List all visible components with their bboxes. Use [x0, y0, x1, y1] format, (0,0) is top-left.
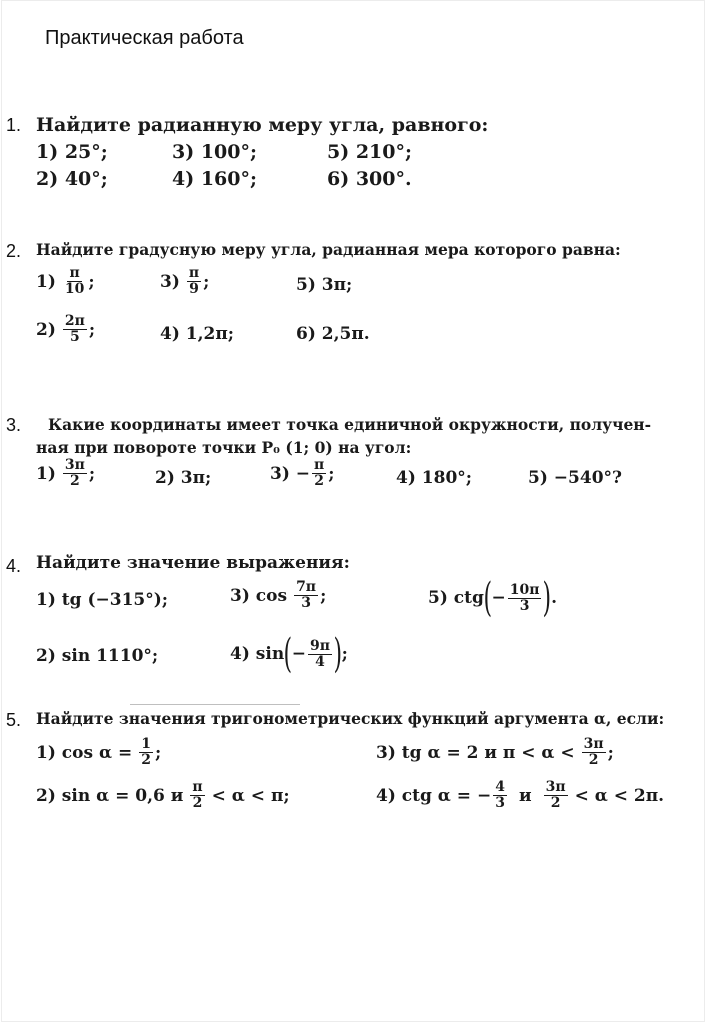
q5-item-4-suffix: < α < 2π.: [574, 785, 665, 806]
fraction-numerator: 3π: [64, 457, 85, 473]
q4-item-4-suffix: ;: [341, 644, 348, 664]
q2-item-1-prefix: 1): [36, 271, 56, 292]
q5-item-4-fraction-1: [493, 780, 507, 811]
fraction-numerator: π: [69, 265, 80, 281]
q5-item-4-prefix: 4) ctg α = −: [376, 785, 492, 806]
q4-item-4-sign: −: [291, 644, 307, 664]
q4-item-3: [230, 580, 326, 611]
fraction-numerator: 2π: [64, 313, 85, 329]
fraction-denominator: 9: [189, 281, 199, 297]
fraction-denominator: 10: [64, 281, 85, 297]
q4-item-4-fraction: [308, 639, 332, 670]
q3-line-2: ная при повороте точки P₀ (1; 0) на угол:: [36, 438, 412, 457]
q4-item-5-fraction: [508, 583, 542, 614]
fraction-numerator: 3π: [583, 736, 604, 752]
q3-item-2: 2) 3π;: [155, 468, 212, 488]
q3-item-4: 4) 180°;: [396, 468, 473, 488]
q2-item-3-fraction: [187, 266, 201, 297]
q5-text: Найдите значения тригонометрических функций аргумента α, если:: [36, 709, 665, 728]
q4-item-3-prefix: 3) cos: [230, 585, 288, 606]
q2-item-3: [160, 266, 209, 297]
fraction-denominator: 3: [495, 795, 505, 811]
fraction-denominator: 2: [141, 752, 151, 768]
fraction-numerator: 10π: [509, 581, 540, 598]
q3-item-3-prefix: 3) −: [270, 463, 311, 484]
q5-number: 5.: [6, 710, 22, 730]
q4-item-5: [428, 575, 558, 621]
fraction-numerator: 9π: [310, 637, 331, 654]
q5-item-4-conjunction: и: [518, 785, 532, 806]
q5-item-1: [36, 737, 161, 768]
q3-item-1-fraction: [63, 458, 87, 489]
q1-item-1: 1) 25°;: [36, 141, 108, 163]
q1-item-3: 3) 100°;: [172, 141, 257, 163]
scan-artifact-line: [130, 704, 300, 705]
q2-item-3-prefix: 3): [160, 271, 180, 292]
q2-item-2-prefix: 2): [36, 319, 56, 340]
q5-item-2-prefix: 2) sin α = 0,6 и: [36, 785, 184, 806]
q4-item-3-fraction: [294, 580, 318, 611]
q2-item-3-suffix: ;: [203, 271, 210, 292]
fraction-numerator: 4: [495, 779, 505, 795]
q5-item-3-suffix: ;: [607, 742, 614, 763]
q5-item-3-fraction: [582, 737, 606, 768]
fraction-numerator: 1: [141, 736, 151, 752]
q2-item-1-fraction: [63, 266, 86, 297]
q5-item-2-suffix: < α < π;: [211, 785, 290, 806]
q2-item-4: 4) 1,2π;: [160, 324, 235, 344]
fraction-denominator: 2: [70, 473, 80, 489]
fraction-denominator: 2: [192, 795, 203, 811]
q1-item-2: 2) 40°;: [36, 168, 108, 190]
q5-item-1-prefix: 1) cos α =: [36, 742, 133, 763]
q2-item-1: [36, 266, 95, 297]
fraction-numerator: π: [314, 457, 325, 473]
q5-item-2: [36, 780, 290, 811]
q2-item-1-suffix: ;: [88, 271, 95, 292]
q1-number: 1.: [6, 115, 22, 135]
fraction-numerator: π: [188, 265, 200, 281]
q4-item-4: [230, 631, 348, 677]
fraction-denominator: 3: [301, 595, 311, 611]
left-paren: (: [283, 631, 293, 677]
q4-item-1: 1) tg (−315°);: [36, 590, 169, 610]
left-paren: (: [483, 575, 492, 621]
q5-item-3-prefix: 3) tg α = 2 и π < α <: [376, 742, 575, 763]
q1-text: Найдите радианную меру угла, равного:: [36, 114, 489, 136]
right-paren: ): [542, 575, 552, 621]
q2-item-5: 5) 3π;: [296, 275, 353, 295]
q1-item-4: 4) 160°;: [172, 168, 257, 190]
q4-item-4-prefix: 4) sin: [230, 644, 285, 664]
q3-item-1-suffix: ;: [88, 463, 96, 484]
page-title: Практическая работа: [45, 27, 244, 49]
q3-item-5: 5) −540°?: [528, 468, 622, 488]
q1-item-6: 6) 300°.: [327, 168, 412, 190]
q4-number: 4.: [6, 556, 22, 576]
q3-line-1: Какие координаты имеет точка единичной окружности, получен-: [48, 415, 652, 434]
fraction-denominator: 2: [314, 473, 325, 489]
fraction-denominator: 2: [550, 795, 561, 811]
q4-item-2: 2) sin 1110°;: [36, 646, 159, 666]
q3-item-3-fraction: [312, 458, 326, 489]
right-paren: ): [333, 631, 343, 677]
q1-item-5: 5) 210°;: [327, 141, 412, 163]
fraction-numerator: π: [192, 779, 203, 795]
q3-item-3-suffix: ;: [328, 463, 335, 484]
q2-text: Найдите градусную меру угла, радианная мера которого равна:: [36, 240, 621, 259]
q4-item-5-prefix: 5) ctg: [428, 588, 484, 608]
q3-item-1-prefix: 1): [36, 463, 56, 484]
fraction-numerator: 3π: [545, 779, 566, 795]
fraction-denominator: 2: [588, 752, 599, 768]
q4-item-5-suffix: .: [551, 588, 558, 608]
q3-number: 3.: [6, 415, 22, 435]
fraction-denominator: 3: [519, 597, 530, 614]
q4-item-5-sign: −: [491, 588, 506, 608]
q3-item-3: [270, 458, 335, 489]
q2-item-2-suffix: ;: [88, 319, 96, 340]
q3-item-1: [36, 458, 95, 489]
q4-text: Найдите значение выражения:: [36, 553, 350, 573]
q5-item-2-fraction: [190, 780, 204, 811]
fraction-denominator: 4: [315, 653, 325, 670]
q2-number: 2.: [6, 241, 22, 261]
fraction-denominator: 5: [70, 329, 80, 345]
q2-item-6: 6) 2,5π.: [296, 324, 370, 344]
q5-item-1-suffix: ;: [154, 742, 162, 763]
q2-item-2-fraction: [63, 314, 87, 345]
q5-item-4-fraction-2: [544, 780, 568, 811]
q2-item-2: [36, 314, 95, 345]
q5-item-4: [376, 780, 664, 811]
fraction-numerator: 7π: [296, 579, 317, 595]
q4-item-3-suffix: ;: [320, 585, 327, 606]
q5-item-3: [376, 737, 614, 768]
q5-item-1-fraction: [139, 737, 153, 768]
